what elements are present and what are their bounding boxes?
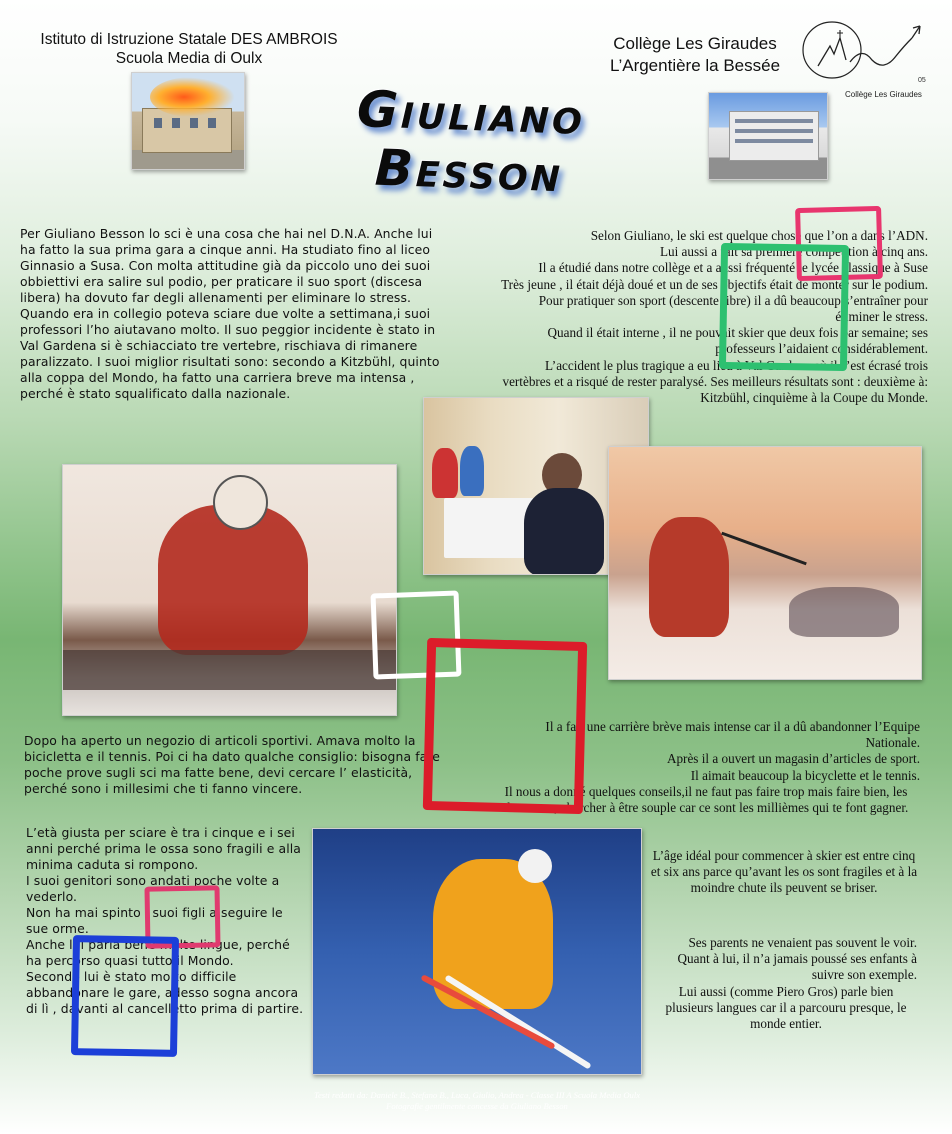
french-line: Il a étudié dans notre collège et a aussi fréquenté le lycée classique à Suse — [538, 260, 928, 276]
italian-paragraph: Non ha mai spinto i suoi figli a seguire le sue orme. — [26, 905, 283, 936]
french-line: Quand il était interne , il ne pouvait skier que deux fois par semaine; ses professeurs l’aidaient considérablement. — [547, 325, 928, 357]
downhill-racer-photo — [62, 464, 397, 716]
italian-paragraph: L’età giusta per sciare è tra i cinque e i sei anni perché prima le ossa sono fragili e alla minima caduta si rompono. — [26, 825, 301, 872]
french-line: Il nous a donné quelques conseils,il ne faut pas faire trop mais faire bien, les descentes, chercher à être souple car ce sont les millièmes qui te font gagner. — [503, 783, 909, 816]
crowd-shape — [63, 650, 397, 690]
french-intro-text — [496, 228, 928, 406]
italian-paragraph: Anche lui parla bene molte lingue, perché ha percorso quasi tutto il Mondo. — [26, 937, 290, 968]
italian-paragraph: I suoi genitori sono andati poche volte a vederlo. — [26, 873, 280, 904]
french-line: Lui aussi (comme Piero Gros) parle bien plusieurs langues car il a parcouru presque, le monde entier. — [665, 983, 907, 1032]
french-line: Il a fait une carrière brève mais intense car il a dû abandonner l’Equipe Nationale. — [545, 719, 920, 751]
italian-paragraph: Secondo lui è stato molto difficile abbandonare le gare, adesso sogna ancora di lì , davanti al cancelletto prima di partire. — [26, 969, 304, 1016]
school-fr-town: L’Argentière la Bessée — [609, 56, 781, 75]
title-first-name: Giuliano — [356, 80, 586, 146]
school-it-header — [14, 30, 364, 68]
slalom-racer-photo — [608, 446, 922, 680]
school-fr-header — [560, 33, 830, 77]
helmet-shape — [213, 475, 268, 530]
credits — [240, 1090, 714, 1111]
french-line: Il aimait beaucoup la bicyclette et le tennis. — [690, 767, 920, 783]
spectators-shape — [789, 587, 899, 637]
french-line: Très jeune , il était déjà doué et un de ses objectifs était de monter sur le podium. Pour pratiquer son sport (descente libre) il a dû beaucoup s’entraîner pour éliminer le stress. — [501, 276, 928, 325]
italian-intro-text: Per Giuliano Besson lo sci è una cosa che hai nel D.N.A. Anche lui ha fatto la sua prima gara a cinque anni. Ha studiato fino al liceo Ginnasio a Susa. Con molta attitudine già da piccolo uno dei suoi obbiettivi era salire sul podio, per praticare il suo sport (discesa libera) ha dovuto far degli allenamenti per eliminare lo stress. Quando era in collegio poteva sciare due volte a settimana,i suoi professori l’ho aiutavano molto. Il suo peggior incidente è stato in Val Gardena si è schiacciato tre vertebre, rischiava di rimanere paralizzato. I suoi miglior risultati sono: secondo a Kitzbühl, quinto alla coppa del Mondo, ha fatto una carriera breve ma intensa , perché è stato squalificato dalla nazionale. — [20, 226, 440, 401]
man-body-shape — [524, 488, 604, 575]
french-line: Ses parents ne venaient pas souvent le voir. — [688, 935, 917, 950]
school-fr-name: Collège Les Giraudes — [613, 34, 777, 53]
window-shape — [154, 118, 162, 128]
student-silhouette — [432, 448, 458, 498]
oulx-school-photo — [131, 72, 245, 170]
french-career-text — [492, 719, 920, 816]
french-family-text — [655, 935, 917, 1032]
jumping-racer-photo — [312, 828, 642, 1075]
credits-photos: Fotografie gentilmente concesse da Giuliano Besson — [386, 1100, 568, 1111]
giraudes-school-photo — [708, 92, 828, 180]
logo-number: 05 — [918, 77, 926, 84]
italian-advice-text — [26, 825, 306, 1017]
racer-silhouette — [649, 517, 729, 637]
colorful-scribble-logo — [150, 77, 235, 117]
window-shape — [172, 118, 180, 128]
french-line: Après il a ouvert un magasin d’articles de sport. — [666, 751, 920, 767]
italian-shop-text: Dopo ha aperto un negozio di articoli sportivi. Amava molto la bicicletta e il tennis. Poi ci ha dato qualche consiglio: bisogna fare poche prove sugli sci ma fatte bene, devi cercare l’ elasticità, perché sono i millesimi che ti fanno vincere. — [24, 733, 441, 796]
title-last-name: Besson — [373, 138, 565, 204]
window-shape — [208, 118, 216, 128]
window-shape — [190, 118, 198, 128]
logo-caption: Collège Les Giraudes — [845, 90, 922, 99]
french-line: Lui aussi a fait sa première compétition à cinq ans. — [659, 244, 928, 260]
school-it-subname: Scuola Media di Oulx — [115, 50, 263, 67]
page-title — [318, 79, 622, 205]
ski-pole-shape — [721, 532, 807, 566]
school-it-name: Istituto di Istruzione Statale DES AMBROIS — [40, 31, 338, 48]
french-line: L’accident le plus tragique a eu lieu à Val Gardena où il s’est écrasé trois vertèbres et a risqué de rester paralysé. Ses meilleurs résultats sont : deuxième à: Kitzbühl, cinquième à la Coupe du Monde. — [502, 357, 928, 406]
credits-authors: Testi redatti da: Daniele B., Stefano B., Luca, Giulio, Andrea - Classe III A Scuola Media Oulx — [313, 1090, 641, 1100]
student-silhouette — [460, 446, 484, 496]
window-row-shape — [735, 119, 813, 123]
college-logo-icon — [800, 16, 930, 80]
window-row-shape — [735, 139, 813, 143]
french-age-text: L’âge idéal pour commencer à skier est entre cinq et six ans parce qu’avant les os sont fragiles et à la moindre chute ils peuvent se briser. — [650, 848, 918, 896]
window-row-shape — [735, 129, 813, 133]
helmet-shape — [518, 849, 552, 883]
french-line: Quant à lui, il n’a jamais poussé ses enfants à suivre son exemple. — [677, 951, 917, 983]
desk-shape — [444, 498, 534, 558]
french-line: Selon Giuliano, le ski est quelque chose que l’on a dans l’ADN. — [590, 228, 928, 243]
